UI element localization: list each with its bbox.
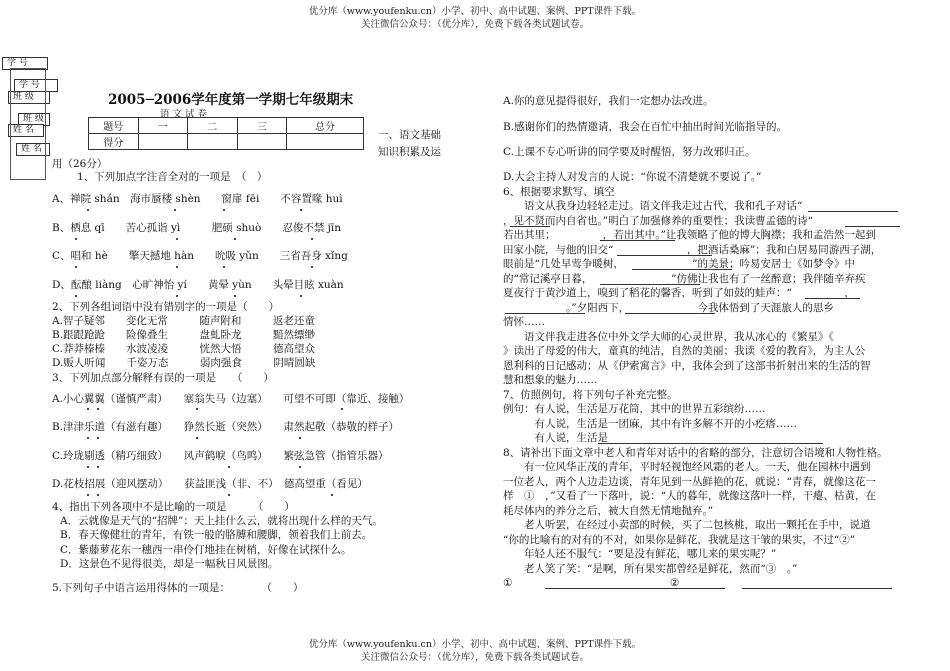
q1-option-b: B、栖息 qī 苦心孤诣 yì 肥硕 shuò 忍俊不禁 jīn bbox=[52, 222, 342, 234]
q6-line-2: ，见不贤而内自省也。”明白了加强修养的重要性；我读曹孟德的诗“ bbox=[503, 215, 813, 227]
emphasis-dot bbox=[341, 408, 343, 410]
q1-option-d: D、酝酿 liàng 心旷神怡 yí 黄晕 yùn 头晕目眩 xuàn bbox=[52, 279, 344, 291]
blank-6-5[interactable] bbox=[632, 269, 732, 270]
blank-6-8[interactable] bbox=[505, 313, 585, 314]
emphasis-dot bbox=[331, 494, 333, 496]
score-cell[interactable] bbox=[287, 134, 364, 150]
q2-option-a: A.智子疑邻 变化无常 随声附和 返老还童 bbox=[52, 315, 315, 327]
q6-line-6: 的“常记溪亭日暮， ”仿佛让我也有了一丝醉意；我伴随辛弃疾 bbox=[503, 273, 866, 285]
q6-line-9: 情怀…… bbox=[503, 316, 545, 328]
blank-6-1[interactable] bbox=[808, 211, 898, 212]
emphasis-dot bbox=[300, 295, 302, 297]
q6-line-1: 语文从我身边轻轻走过。语文伴我走过古代，我和孔子对话“ bbox=[503, 200, 803, 212]
page-header-line1: 优分库（www.youfenku.cn）小学、初中、高中试题、案例、PPT课件下载。 bbox=[308, 6, 642, 17]
q8-line-4: 耗尽体内的养分之后，被大自然无情地抛弃。” bbox=[503, 505, 714, 517]
score-header-cell: 总分 bbox=[287, 118, 364, 134]
emphasis-dot bbox=[87, 466, 89, 468]
q2-option-b: B.跟跟跄跄 险像叠生 盘虬卧龙 黯然缥缈 bbox=[52, 329, 316, 341]
emphasis-dot bbox=[300, 209, 302, 211]
emphasis-dot bbox=[311, 238, 313, 240]
q7-example-2: 有人说，生活是一团麻，其中有许多解不开的小疙瘩…… bbox=[503, 418, 797, 430]
q4-option-a: A．云就像是天气的“招牌”：天上挂什么云，就将出现什么样的天气。 bbox=[60, 515, 383, 527]
emphasis-dot bbox=[97, 466, 99, 468]
question-4: 4、指出下列各项中不是比喻的一项是 （ ） bbox=[52, 501, 295, 513]
q4-option-d: D．这景色不见得很美，却是一幅秋日风景图。 bbox=[60, 558, 279, 570]
emphasis-dot bbox=[299, 466, 301, 468]
question-6: 6、根据要求默写、填空 bbox=[503, 186, 615, 198]
q6-line-12: 恩利科的日记感动；从《伊索寓言》中，我体会到了这部书折射出来的生活的智 bbox=[503, 360, 871, 372]
q6-line-5: 眼前是“几处早莺争暖树， ”的美景；吟易安居士《如梦令》中 bbox=[503, 258, 855, 270]
q8-line-2: 一位老人，两个人边走边谈，青年见到一丛鲜艳的花，就说：“青春，就像这花一 bbox=[503, 476, 876, 488]
score-table bbox=[88, 117, 364, 150]
question-2: 2、下列各组词语中没有错别字的一项是（ ） bbox=[52, 301, 280, 313]
question-1: 1、下列加点字注音全对的一项是 （ ） bbox=[77, 171, 268, 183]
emphasis-dot bbox=[223, 209, 225, 211]
question-8: 8、请补出下面文章中老人和青年对话中的省略的部分，注意切合语境和人物性格。 bbox=[503, 447, 888, 459]
emphasis-dot bbox=[97, 494, 99, 496]
q6-line-7: 夏夜行于黄沙道上，嗅到了稻花的馨香，听到了如鼓的蛙声：“ ， bbox=[503, 287, 871, 299]
emphasis-dot bbox=[223, 266, 225, 268]
emphasis-dot bbox=[174, 209, 176, 211]
emphasis-dot bbox=[196, 437, 198, 439]
emphasis-dot bbox=[228, 494, 230, 496]
q3-option-a: A.小心翼翼（谨慎严肃） 塞翁失马（边塞） 可望不可即（靠近、接触） bbox=[52, 393, 410, 405]
side-label-banji-2: 班 级 bbox=[18, 113, 50, 126]
emphasis-dot bbox=[97, 437, 99, 439]
emphasis-dot bbox=[87, 209, 89, 211]
q3-option-d: D.花枝招展（迎风摆动） 获益匪浅（非、不） 德高望重（看见） bbox=[52, 478, 368, 490]
exam-subtitle: 语 文 试 卷 bbox=[160, 109, 208, 120]
side-label-xingming-2: 姓 名 bbox=[16, 143, 50, 156]
blank-6-7[interactable] bbox=[805, 298, 860, 299]
q2-option-c: C.莽莽榛榛 水波凌凌 恍然大悟 德高望众 bbox=[52, 343, 315, 355]
question-3: 3、下列加点部分解释有误的一项是 （ ） bbox=[52, 372, 274, 384]
score-header-cell: 题号 bbox=[89, 118, 139, 134]
emphasis-dot bbox=[97, 408, 99, 410]
score-header-cell: 三 bbox=[237, 118, 287, 134]
page-footer-line2: 关注微信公众号：（优分库），免费下载各类试题试卷。 bbox=[360, 652, 589, 663]
q6-line-10: 语文伴我走进各位中外文学大师的心灵世界，我从冰心的《繁星》《 bbox=[503, 331, 834, 343]
score-cell[interactable] bbox=[188, 134, 238, 150]
emphasis-dot bbox=[176, 295, 178, 297]
q1-option-c: C、唱和 hè 擎天撼地 hàn 吮吸 yǔn 三省吾身 xǐng bbox=[52, 250, 348, 262]
q3-option-c: C.玲珑剔透（精巧细致） 风声鹤唳（鸟鸣） 繁弦急管（指管乐器） bbox=[52, 450, 389, 462]
blank-6-4[interactable] bbox=[617, 255, 712, 256]
emphasis-dot bbox=[75, 238, 77, 240]
score-label-cell: 得分 bbox=[89, 134, 139, 150]
q8-line-6: “你的比喻有的对有的不对，如果你是鲜花，我就是这干皱的果实，不过“②” bbox=[503, 534, 856, 546]
side-label-xuehao-2: 学 号 bbox=[14, 79, 58, 92]
q7-example: 例句：有人说，生活是万花筒，其中的世界五彩缤纷…… bbox=[503, 403, 766, 415]
blank-6-2[interactable] bbox=[845, 226, 900, 227]
emphasis-dot bbox=[234, 295, 236, 297]
page-footer-line1: 优分库（www.youfenku.cn）小学、初中、高中试题、案例、PPT课件下载。 bbox=[308, 639, 642, 650]
emphasis-dot bbox=[75, 266, 77, 268]
q6-line-8: 。”夕阳西下， 今我体悟到了天涯旅人的思乡 bbox=[503, 302, 834, 314]
q5-option-d: D.大会主持人对发言的人说：“你说不清楚就不要说了。” bbox=[503, 171, 762, 183]
q8-line-8: 老人笑了笑：“是啊，所有果实都曾经是鲜花，然而“③ 。” bbox=[503, 563, 798, 575]
blank-7[interactable] bbox=[598, 443, 823, 444]
q3-option-b: B.津津乐道（有滋有趣） 狰然长逝（突然） 肃然起敬（恭敬的样子） bbox=[52, 421, 400, 433]
blank-8-1[interactable] bbox=[545, 588, 725, 589]
q1-option-a: A、禅院 shán 海市蜃楼 shèn 窗扉 fēi 不容置喙 huì bbox=[52, 193, 343, 205]
emphasis-dot bbox=[176, 266, 178, 268]
q8-answer-line: ① ② bbox=[503, 577, 680, 589]
section1-heading-line2: 知识积累及运 bbox=[378, 146, 441, 158]
q6-line-3: 若出其里； ，若出其中。”让我领略了他的博大胸襟；我和孟浩然一起到 bbox=[503, 229, 876, 241]
q4-option-b: B．春天像健壮的青年，有铁一般的胳膊和腰脚，领着我们上前去。 bbox=[60, 529, 373, 541]
q8-line-5: 老人听罢，在经过小卖部的时候，买了二包核桃，取出一颗托在手中，说道 bbox=[503, 519, 871, 531]
blank-6-3[interactable] bbox=[600, 240, 675, 241]
q5-option-c: C.上课不专心听讲的同学要及时醒悟，努力改邪归正。 bbox=[503, 146, 756, 158]
exam-title: 2005─2006学年度第一学期七年级期末 bbox=[108, 92, 354, 108]
emphasis-dot bbox=[311, 266, 313, 268]
emphasis-dot bbox=[75, 295, 77, 297]
question-7: 7、仿照例句，将下列句子补充完整。 bbox=[503, 389, 678, 401]
q8-line-1: 有一位风华正茂的青年，平时轻视饱经风霜的老人。一天，他在园林中遇到 bbox=[503, 461, 871, 473]
emphasis-dot bbox=[299, 437, 301, 439]
score-header-cell: 二 bbox=[188, 118, 238, 134]
q6-line-4: 田家小院，与他的旧交“ ，把酒话桑麻”；我和白居易同游西子湖， bbox=[503, 244, 882, 256]
page-header-line2: 关注微信公众号：（优分库），免费下载各类试题试卷。 bbox=[360, 19, 589, 30]
side-label-xuehao: 学 号 bbox=[2, 57, 48, 70]
question-5: 5.下列句子中语言运用得体的一项是： （ ） bbox=[52, 582, 304, 594]
blank-6-6[interactable] bbox=[600, 284, 700, 285]
emphasis-dot bbox=[176, 238, 178, 240]
blank-8-2[interactable] bbox=[742, 588, 892, 589]
side-label-xingming: 姓 名 bbox=[8, 124, 44, 137]
score-cell[interactable] bbox=[237, 134, 287, 150]
q2-option-d: D.贩人听闻 千姿万态 弱肉强食 阴晴圆缺 bbox=[52, 357, 316, 369]
q8-line-7: 年轻人还不服气：“要是没有鲜花，哪儿来的果实呢？” bbox=[503, 548, 777, 560]
section1-heading-tail: 用（26分） bbox=[52, 158, 108, 170]
blank-6-9[interactable] bbox=[625, 313, 715, 314]
q4-option-c: C．紫藤萝花东一穗西一串伶仃地挂在树梢，好像在试探什么。 bbox=[60, 544, 352, 556]
emphasis-dot bbox=[196, 408, 198, 410]
q8-line-3: 样 ① ，”又看了一下落叶，说：“人的暮年，就像这落叶一样，干瘪、枯黄，在 bbox=[503, 490, 876, 502]
q6-line-13: 慧和想象的魅力…… bbox=[503, 374, 598, 386]
emphasis-dot bbox=[87, 494, 89, 496]
side-label-frame bbox=[10, 68, 46, 180]
blank-6-1b[interactable] bbox=[510, 226, 550, 227]
side-label-banji: 班 级 bbox=[8, 91, 50, 104]
q6-line-11: 》读出了母爱的伟大，童真的纯洁，自然的美丽；我读《爱的教育》，为主人公 bbox=[503, 345, 866, 357]
emphasis-dot bbox=[87, 408, 89, 410]
emphasis-dot bbox=[234, 238, 236, 240]
score-cell[interactable] bbox=[138, 134, 188, 150]
score-header-cell: 一 bbox=[138, 118, 188, 134]
q5-option-b: B.感谢你们的热情邀请，我会在百忙中抽出时间光临指导的。 bbox=[503, 121, 788, 133]
section1-heading: 一、语文基础 bbox=[378, 129, 441, 141]
emphasis-dot bbox=[228, 466, 230, 468]
emphasis-dot bbox=[87, 437, 89, 439]
q5-option-a: A.你的意见提得很好，我们一定想办法改进。 bbox=[503, 95, 714, 107]
q7-answer-line: 有人说，生活是 bbox=[503, 432, 608, 444]
